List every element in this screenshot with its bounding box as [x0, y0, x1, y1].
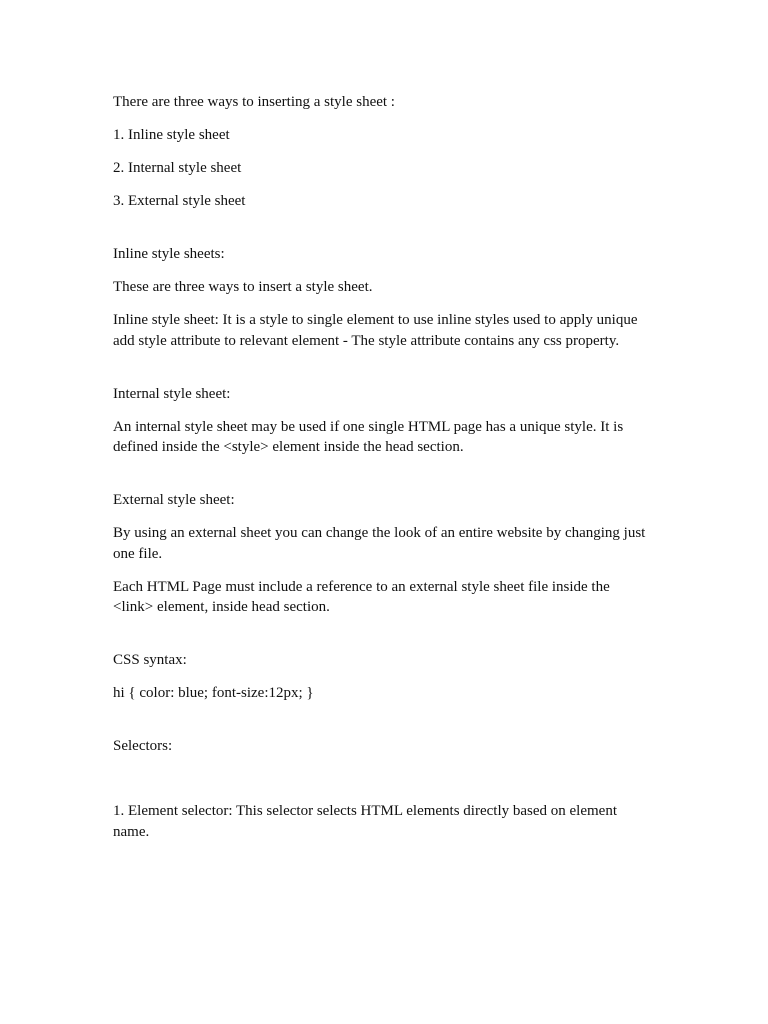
- intro-paragraph: There are three ways to inserting a style sheet :: [113, 94, 395, 110]
- internal-heading: Internal style sheet:: [113, 385, 231, 402]
- inline-heading: Inline style sheets:: [113, 246, 225, 262]
- selectors-heading: Selectors:: [113, 738, 173, 754]
- inline-paragraph-1: These are three ways to insert a style sheet.: [113, 279, 373, 295]
- list-item: 2. Internal style sheet: [113, 160, 242, 176]
- spacer: [113, 716, 653, 736]
- external-paragraph-1: By using an external sheet you can change the look of an entire website by changing just one file.: [113, 525, 646, 562]
- document-body: [113, 92, 653, 855]
- spacer: [113, 224, 653, 244]
- syntax-heading: CSS syntax:: [113, 652, 187, 668]
- inline-paragraph-2: Inline style sheet: It is a style to single element to use inline styles used to apply unique add style attribute to relevant element - The style attribute contains any css property.: [113, 312, 638, 349]
- spacer: [113, 630, 653, 650]
- internal-paragraph-1: An internal style sheet may be used if one single HTML page has a unique style. It is defined inside the <style> element inside the head section.: [113, 418, 624, 455]
- external-heading: External style sheet:: [113, 492, 235, 508]
- spacer: [113, 364, 653, 384]
- spacer: [113, 769, 653, 801]
- list-item: 1. Inline style sheet: [113, 127, 230, 143]
- list-item: 3. External style sheet: [113, 193, 246, 209]
- spacer: [113, 470, 653, 490]
- selector-item-1: 1. Element selector: This selector selects HTML elements directly based on element name.: [113, 803, 618, 840]
- external-paragraph-2: Each HTML Page must include a reference to an external style sheet file inside the <link> element, inside head section.: [113, 578, 610, 615]
- syntax-example: hi { color: blue; font-size:12px; }: [113, 685, 314, 701]
